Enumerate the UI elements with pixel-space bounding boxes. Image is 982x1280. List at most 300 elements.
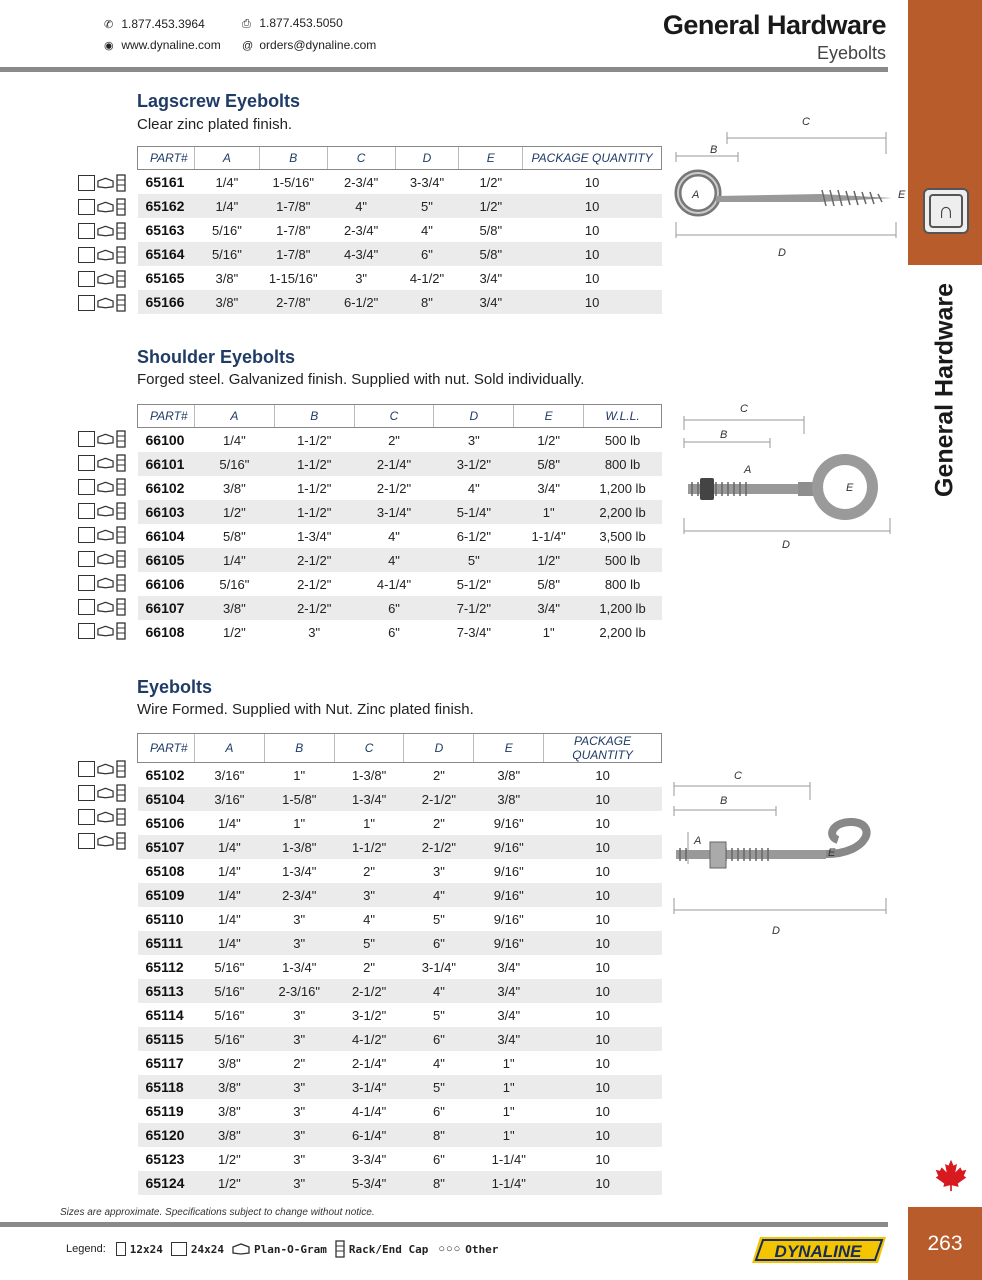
table-cell: 2": [432, 767, 445, 783]
part-number: 65109: [138, 883, 195, 907]
table-cell: 1-1/4": [531, 528, 566, 544]
table-cell: 1": [474, 1123, 544, 1147]
part-number: 65124: [138, 1171, 195, 1195]
column-header: A: [194, 147, 259, 170]
rack-end-cap-icon: [116, 246, 126, 264]
checkbox[interactable]: [78, 623, 95, 639]
table-cell: 5": [432, 911, 445, 927]
table-cell: 2-1/2": [297, 576, 332, 592]
checkbox[interactable]: [78, 761, 95, 777]
table-cell: 500 lb: [584, 548, 662, 572]
table-cell: 6": [354, 596, 434, 620]
part-number: 65117: [145, 1055, 184, 1071]
rack-end-cap-icon: [116, 598, 126, 616]
display-option-icons: [78, 171, 126, 195]
part-number: 65113: [138, 979, 195, 1003]
table-cell: 3/8": [194, 1123, 264, 1147]
dimension-label-b: B: [720, 795, 728, 807]
table-cell: 3-1/4": [354, 500, 434, 524]
table-cell: 1-3/4": [297, 528, 332, 544]
section-desc-lagscrew: Clear zinc plated finish.: [137, 116, 293, 133]
table-cell: 1-5/16": [272, 174, 314, 190]
display-option-icons: [78, 781, 126, 805]
table-row: [138, 242, 662, 266]
table-cell: 1-1/2": [274, 452, 354, 476]
rack-end-cap-icon: [116, 430, 126, 448]
table-cell: 4-1/2": [409, 270, 445, 286]
table-cell: 3": [264, 1027, 334, 1051]
other-icon: ○○○: [438, 1243, 462, 1255]
table-row: [138, 859, 662, 883]
table-cell: 8": [404, 1171, 474, 1195]
plan-o-gram-icon: [97, 553, 114, 565]
table-cell: 5": [434, 548, 514, 572]
table-row: [138, 290, 662, 314]
table-cell: 5-3/4": [334, 1171, 404, 1195]
table-cell: 2,200 lb: [584, 500, 662, 524]
table-cell: 4": [432, 1055, 445, 1071]
plan-o-gram-icon: [97, 577, 114, 589]
checkbox[interactable]: [78, 575, 95, 591]
dimension-label-a: A: [692, 189, 700, 201]
wire-eyebolt-diagram: [668, 764, 893, 944]
table-row: [138, 955, 662, 979]
table-cell: 3": [293, 1007, 306, 1023]
table-cell: 6": [404, 931, 474, 955]
table-cell: 5/16": [219, 576, 250, 592]
column-header: PACKAGE QUANTITY: [544, 734, 662, 763]
display-option-icons: [78, 829, 126, 853]
table-cell: 10: [584, 174, 600, 190]
table-row: [138, 218, 662, 242]
plan-o-gram-icon: [97, 201, 114, 213]
table-cell: 1-3/4": [334, 787, 404, 811]
table-cell: 5-1/2": [456, 576, 491, 592]
rack-end-cap-icon: [116, 198, 126, 216]
display-option-icons: [78, 291, 126, 315]
table-row: [138, 1171, 662, 1195]
plan-o-gram-icon: [97, 529, 114, 541]
table-cell: 1-1/2": [334, 835, 404, 859]
table-cell: 10: [544, 1171, 662, 1195]
table-cell: 1/4": [215, 174, 239, 190]
table-cell: 10: [544, 1123, 662, 1147]
plan-o-gram-icon: [97, 811, 114, 823]
display-option-icons: [78, 195, 126, 219]
table-cell: 10: [595, 767, 610, 783]
checkbox[interactable]: [78, 503, 95, 519]
email-link[interactable]: orders@dynaline.com: [259, 38, 377, 52]
checkbox[interactable]: [78, 431, 95, 447]
part-number: 65102: [145, 767, 185, 783]
display-icons-shoulder: [78, 427, 126, 643]
table-cell: 3": [264, 1171, 334, 1195]
table-cell: 3": [467, 432, 480, 448]
table-cell: 1/2": [194, 500, 274, 524]
table-cell: 2": [363, 863, 375, 879]
rack-end-cap-icon: [116, 622, 126, 640]
table-cell: 1,200 lb: [599, 480, 646, 496]
part-number: 65112: [145, 959, 184, 975]
dynaline-logo: [752, 1236, 886, 1264]
table-cell: 2-3/4": [264, 883, 334, 907]
checkbox[interactable]: [78, 295, 95, 311]
web-contact[interactable]: [104, 38, 221, 52]
dimension-label-e: E: [828, 847, 836, 859]
dimension-label-d: D: [778, 247, 786, 259]
table-cell: 1": [514, 500, 584, 524]
table-cell: 3": [264, 1075, 334, 1099]
eyebolt-icon: ∩: [929, 194, 963, 228]
column-header: E: [474, 734, 544, 763]
column-header: C: [334, 734, 404, 763]
display-option-icons: [78, 523, 126, 547]
table-cell: 1/4": [218, 911, 241, 927]
column-header: W.L.L.: [584, 405, 662, 428]
table-row: [138, 979, 662, 1003]
plan-o-gram-icon: [97, 225, 114, 237]
dimension-label-a: A: [694, 835, 702, 847]
rack-end-cap-icon: [116, 526, 126, 544]
table-cell: 10: [544, 1075, 662, 1099]
part-number: 65110: [145, 911, 184, 927]
table-cell: 1-15/16": [268, 270, 318, 286]
table-cell: 5/16": [194, 452, 274, 476]
table-cell: 1/2": [218, 1151, 241, 1167]
table-cell: 9/16": [493, 911, 524, 927]
table-cell: 2-7/8": [259, 290, 327, 314]
table-cell: 3/4": [459, 290, 523, 314]
rack-end-cap-icon: [116, 550, 126, 568]
table-cell: 3,500 lb: [599, 528, 646, 544]
plan-o-gram-icon: [97, 273, 114, 285]
part-number: 65162: [138, 194, 195, 218]
table-row: [138, 620, 662, 644]
table-row: [138, 931, 662, 955]
display-option-icons: [78, 805, 126, 829]
table-cell: 9/16": [474, 883, 544, 907]
table-row: [138, 266, 662, 290]
checkbox[interactable]: [78, 599, 95, 615]
table-cell: 3": [293, 911, 306, 927]
table-cell: 10: [544, 883, 662, 907]
column-header: A: [194, 734, 264, 763]
table-cell: 1-7/8": [276, 222, 311, 238]
table-row: [138, 1003, 662, 1027]
plan-o-gram-icon: [97, 297, 114, 309]
fax-contact: [242, 16, 343, 31]
part-number: 65163: [145, 222, 185, 238]
part-number: 66108: [145, 624, 185, 640]
part-number: 66101: [138, 452, 195, 476]
table-cell: 2-1/2": [404, 787, 474, 811]
table-row: [138, 500, 662, 524]
checkbox[interactable]: [78, 527, 95, 543]
rack-end-cap-icon: [116, 832, 126, 850]
lagscrew-eyebolt-diagram: [670, 110, 906, 270]
table-cell: 3/8": [218, 1055, 241, 1071]
part-number: 65111: [138, 931, 195, 955]
plan-o-gram-icon: [97, 249, 114, 261]
table-cell: 3-1/4": [421, 959, 457, 975]
table-cell: 3-1/2": [351, 1007, 387, 1023]
table-cell: 3": [308, 624, 321, 640]
table-cell: 1-3/8": [264, 835, 334, 859]
table-cell: 2-1/4": [354, 452, 434, 476]
table-cell: 8": [404, 1123, 474, 1147]
table-row: [138, 835, 662, 859]
display-option-icons: [78, 757, 126, 781]
table-row: [138, 883, 662, 907]
table-cell: 7-3/4": [456, 624, 491, 640]
display-option-icons: [78, 619, 126, 643]
column-header: PART#: [138, 734, 195, 763]
table-cell: 10: [544, 787, 662, 811]
at-icon: @: [242, 40, 254, 52]
table-cell: 5/16": [194, 1027, 264, 1051]
table-cell: 3": [264, 931, 334, 955]
table-cell: 1/2": [514, 548, 584, 572]
table-cell: 9/16": [493, 815, 524, 831]
display-option-icons: [78, 451, 126, 475]
table-cell: 4-1/4": [376, 576, 412, 592]
table-cell: 4": [388, 528, 400, 544]
checkbox[interactable]: [78, 455, 95, 471]
table-cell: 2-1/2": [404, 835, 474, 859]
table-cell: 5": [334, 931, 404, 955]
section-title-lagscrew: Lagscrew Eyebolts: [137, 91, 301, 111]
table-cell: 4": [404, 883, 474, 907]
plan-o-gram-icon: [97, 177, 114, 189]
table-cell: 3": [432, 863, 445, 879]
table-cell: 8": [395, 290, 459, 314]
table-cell: 1,200 lb: [584, 596, 662, 620]
plan-o-gram-icon: [97, 625, 114, 637]
part-number: 65104: [138, 787, 195, 811]
spec-table-eyebolts: [137, 733, 662, 1195]
display-option-icons: [78, 595, 126, 619]
checkbox[interactable]: [78, 271, 95, 287]
table-cell: 10: [595, 911, 610, 927]
column-header: D: [395, 147, 459, 170]
table-cell: 5/8": [479, 222, 503, 238]
column-header: C: [327, 147, 395, 170]
column-header: D: [404, 734, 474, 763]
table-cell: 1/4": [194, 883, 264, 907]
part-number: 66107: [138, 596, 195, 620]
email-contact[interactable]: [242, 38, 376, 52]
part-number: 66104: [145, 528, 185, 544]
table-cell: 1-3/4": [282, 959, 317, 975]
part-number: 65166: [138, 290, 195, 314]
table-cell: 3/4": [474, 1027, 544, 1051]
brand-name: DYNALINE: [774, 1242, 862, 1261]
checkbox[interactable]: [78, 551, 95, 567]
table-cell: 3": [293, 1151, 306, 1167]
checkbox[interactable]: [78, 785, 95, 801]
table-cell: 5": [404, 1075, 474, 1099]
table-cell: 1-3/4": [282, 863, 317, 879]
dimension-label-a: A: [744, 464, 752, 476]
table-cell: 2-3/4": [343, 222, 379, 238]
table-cell: 2-1/2": [274, 596, 354, 620]
table-row: [138, 1027, 662, 1051]
legend-item-other: Other: [465, 1242, 499, 1256]
table-cell: 2": [293, 1055, 306, 1071]
table-cell: 5/16": [214, 959, 245, 975]
dimension-label-c: C: [734, 770, 742, 782]
table-cell: 10: [523, 194, 662, 218]
rack-end-cap-icon: [116, 574, 126, 592]
section-desc-shoulder: Forged steel. Galvanized finish. Supplied with nut. Sold individually.: [137, 371, 585, 388]
legend-prefix: Legend:: [66, 1243, 106, 1255]
checkbox[interactable]: [78, 809, 95, 825]
table-row: [138, 194, 662, 218]
checkbox[interactable]: [78, 479, 95, 495]
table-cell: 3": [355, 270, 368, 286]
checkbox[interactable]: [78, 833, 95, 849]
column-header: E: [459, 147, 523, 170]
plan-o-gram-icon: [97, 505, 114, 517]
table-cell: 5/16": [214, 1007, 245, 1023]
section-title-shoulder: Shoulder Eyebolts: [137, 347, 296, 367]
shoulder-eyebolt-diagram: [680, 398, 900, 558]
table-cell: 2-1/4": [351, 1055, 387, 1071]
column-header: D: [434, 405, 514, 428]
part-number: 66100: [145, 432, 185, 448]
checkbox[interactable]: [78, 175, 95, 191]
display-option-icons: [78, 499, 126, 523]
rack-end-cap-icon: [335, 1240, 345, 1258]
table-cell: 6": [388, 624, 400, 640]
table-cell: 5": [395, 194, 459, 218]
table-cell: 1-7/8": [259, 194, 327, 218]
table-cell: 10: [595, 1151, 610, 1167]
table-cell: 3-3/4": [409, 174, 445, 190]
column-header: C: [354, 405, 434, 428]
table-cell: 5-1/4": [434, 500, 514, 524]
globe-icon: ◉: [104, 40, 114, 52]
table-cell: 2": [388, 432, 400, 448]
part-number: 65114: [145, 1007, 184, 1023]
table-cell: 1-1/2": [297, 480, 332, 496]
part-number: 65164: [138, 242, 195, 266]
table-cell: 1/4": [194, 931, 264, 955]
table-cell: 1": [474, 1075, 544, 1099]
sidebar-label: General Hardware: [930, 283, 959, 497]
table-cell: 5/16": [194, 242, 259, 266]
table-cell: 2-3/16": [264, 979, 334, 1003]
table-row: [138, 787, 662, 811]
table-cell: 10: [595, 1007, 610, 1023]
table-cell: 1": [293, 815, 306, 831]
part-number: 65119: [145, 1103, 184, 1119]
legend-item-plan-o-gram: Plan-O-Gram: [254, 1242, 327, 1256]
part-number: 65161: [145, 174, 185, 190]
column-header: E: [514, 405, 584, 428]
table-cell: 1/4": [194, 194, 259, 218]
table-cell: 4": [404, 979, 474, 1003]
table-cell: 10: [595, 1103, 610, 1119]
table-cell: 10: [595, 863, 610, 879]
rack-end-cap-icon: [116, 294, 126, 312]
table-cell: 1/2": [459, 194, 523, 218]
display-option-icons: [78, 243, 126, 267]
table-cell: 3/8": [194, 1075, 264, 1099]
legend: [66, 1240, 498, 1258]
table-cell: 5/16": [211, 222, 242, 238]
page-title: General Hardware: [662, 10, 886, 40]
checkbox[interactable]: [78, 247, 95, 263]
table-cell: 3/8": [497, 767, 521, 783]
display-icons-eyebolts: [78, 757, 126, 853]
table-cell: 10: [595, 959, 610, 975]
rack-end-cap-icon: [116, 478, 126, 496]
table-cell: 6": [395, 242, 459, 266]
part-number: 65165: [145, 270, 185, 286]
rack-end-cap-icon: [116, 760, 126, 778]
table-cell: 3": [334, 883, 404, 907]
table-row: [138, 1147, 662, 1171]
maple-leaf-icon: [934, 1158, 968, 1192]
checkbox[interactable]: [78, 223, 95, 239]
part-number: 65108: [145, 863, 185, 879]
table-cell: 10: [523, 290, 662, 314]
table-cell: 4": [467, 480, 480, 496]
table-cell: 6": [404, 1027, 474, 1051]
column-header: PACKAGE QUANTITY: [523, 147, 662, 170]
table-cell: 5/8": [537, 576, 560, 592]
table-row: [138, 170, 662, 195]
rack-end-cap-icon: [116, 808, 126, 826]
table-cell: 4-1/4": [351, 1103, 387, 1119]
section-desc-eyebolts: Wire Formed. Supplied with Nut. Zinc plated finish.: [137, 701, 474, 718]
table-cell: 10: [544, 835, 662, 859]
table-cell: 3/4": [537, 480, 560, 496]
display-option-icons: [78, 547, 126, 571]
table-cell: 3/4": [497, 959, 521, 975]
table-cell: 6-1/2": [327, 290, 395, 314]
table-row: [138, 1075, 662, 1099]
category-icon: [923, 188, 969, 234]
table-row: [138, 428, 662, 453]
phone-number: 1.877.453.3964: [121, 17, 205, 31]
table-cell: 1-7/8": [259, 242, 327, 266]
table-cell: 1-1/4": [491, 1151, 526, 1167]
checkbox[interactable]: [78, 199, 95, 215]
table-cell: 7-1/2": [434, 596, 514, 620]
table-cell: 3/4": [474, 979, 544, 1003]
table-header-row: [138, 734, 662, 763]
table-cell: 6-1/4": [334, 1123, 404, 1147]
table-cell: 1/2": [537, 432, 560, 448]
footnote: Sizes are approximate. Specifications subject to change without notice.: [60, 1207, 375, 1218]
plan-o-gram-icon: [97, 835, 114, 847]
table-cell: 1-5/8": [264, 787, 334, 811]
rack-end-cap-icon: [116, 270, 126, 288]
table-cell: 5/8": [459, 242, 523, 266]
part-number: 65107: [138, 835, 195, 859]
table-cell: 3/8": [194, 596, 274, 620]
table-cell: 3-3/4": [351, 1151, 387, 1167]
page-subtitle: Eyebolts: [816, 43, 886, 63]
table-cell: 3-1/2": [434, 452, 514, 476]
website-link[interactable]: www.dynaline.com: [121, 38, 221, 52]
display-option-icons: [78, 571, 126, 595]
plan-o-gram-icon: [232, 1243, 250, 1255]
rack-end-cap-icon: [116, 174, 126, 192]
table-cell: 2-3/4": [343, 174, 379, 190]
